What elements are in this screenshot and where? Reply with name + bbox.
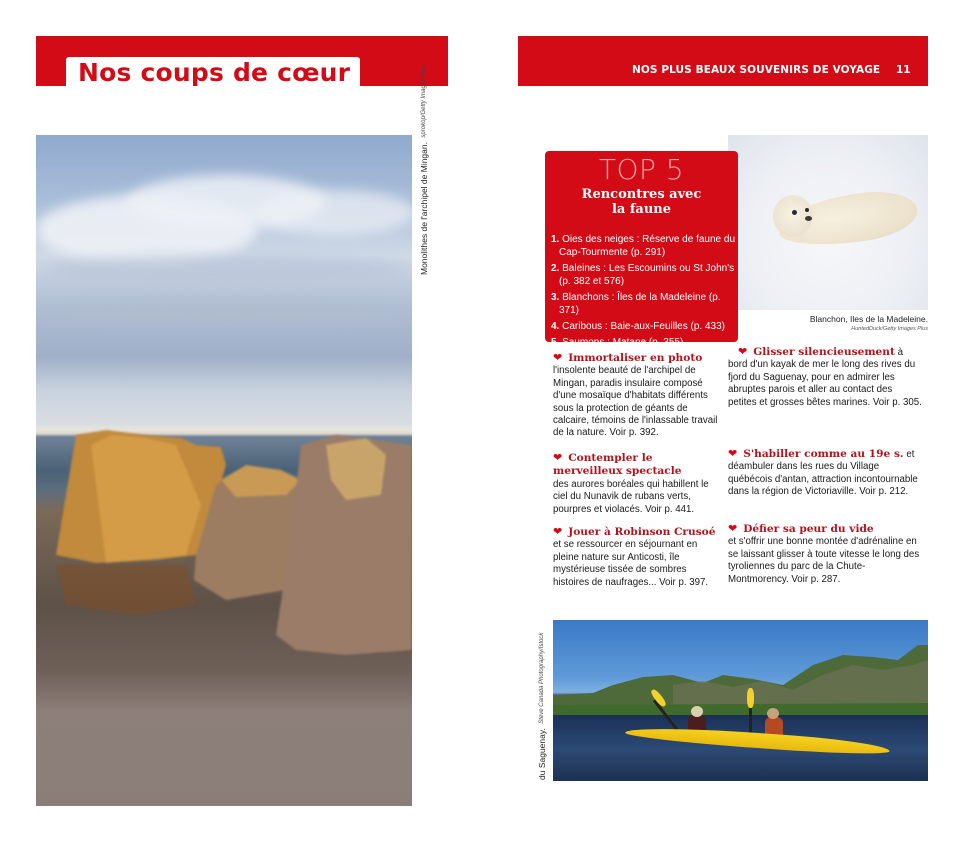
seal-photo-caption-block xyxy=(810,314,928,332)
page-title: Nos coups de cœur xyxy=(78,58,351,87)
mingan-monoliths-photo xyxy=(36,135,412,806)
entry-immortaliser: ❤ Immortaliser en photo l'insolente beauté de l'archipel de Mingan, paradis insulaire composé d'une mosaïque d'habitats différents sous la protection de géants de calcaire, témoins de l'inlassable travail de la nature. Voir p. 392. xyxy=(553,352,718,439)
right-header-band xyxy=(518,36,928,86)
mingan-photo-caption-block xyxy=(415,65,433,275)
entry-shabiller: ❤ S'habiller comme au 19e s. et déambuler dans les rues du Village québécois d'antan, attraction incontournable dans la région de Victoriaville. Voir p. 212. xyxy=(728,448,918,498)
heart-icon: ❤ xyxy=(553,526,563,538)
mingan-photo-credit: sprokop/Getty Images Plus xyxy=(421,65,427,138)
kayak-photo-caption-block xyxy=(533,632,551,780)
top5-title-line1: Rencontres avec xyxy=(581,187,702,202)
top5-item: 2. Baleines : Les Escoumins ou St John's (p. 382 et 576) xyxy=(551,263,735,287)
mingan-photo-caption: Monolithes de l'archipel de Mingan. xyxy=(419,142,429,275)
entry-defier: ❤ Défier sa peur du vide et s'offrir une bonne montée d'adrénaline en se laissant glisser à toute vitesse le long des tyroliennes du parc de la Chute-Montmorency. Voir p. 287. xyxy=(728,523,920,585)
heart-icon: ❤ xyxy=(728,523,738,535)
kayak xyxy=(625,724,890,757)
top5-box xyxy=(545,151,738,348)
seal-pup-photo xyxy=(728,135,928,310)
top5-title xyxy=(545,187,738,217)
section-title: NOS PLUS BEAUX SOUVENIRS DE VOYAGE xyxy=(632,64,881,76)
entry-robinson: ❤ Jouer à Robinson Crusoé et se ressourcer en séjournant en pleine nature sur Anticosti, île mystérieuse tissée de sombres histoires de naufrages... Voir p. 397. xyxy=(553,526,716,588)
heart-icon: ❤ xyxy=(553,352,563,364)
top5-title-line2: la faune xyxy=(611,202,672,217)
seal-photo-credit: HuntedDuck/Getty Images Plus xyxy=(851,326,928,332)
heart-icon: ❤ xyxy=(728,448,738,460)
seal-photo-caption: Blanchon, Iles de la Madeleine. xyxy=(809,314,928,324)
top5-item: 1. Oies des neiges : Réserve de faune du Cap-Tourmente (p. 291) xyxy=(551,234,736,258)
heart-icon: ❤ xyxy=(553,452,563,464)
top5-item: 5. Saumons : Matane (p. 355) xyxy=(551,337,684,348)
top5-item: 3. Blanchons : Îles de la Madeleine (p. 371) xyxy=(551,292,721,316)
kayak-photo-credit: Steve Canada Photography/Istock xyxy=(539,632,545,724)
page-number: 11 xyxy=(896,64,911,76)
top5-label: TOP 5 xyxy=(598,153,685,186)
entry-contempler: ❤ Contempler le merveilleux spectacle des aurores boréales qui habillent le ciel du Nunavik de rubans verts, pourpres et violacés. Voir p. 441. xyxy=(553,452,709,515)
kayak-photo-caption: du Saguenay. xyxy=(537,728,547,780)
entry-glisser: ❤ Glisser silencieusement à bord d'un kayak de mer le long des rives du fjord du Saguenay, pour en admirer les abruptes parois et aller au contact des petites et grosses bêtes marines. Voir p. 305. xyxy=(728,346,922,408)
saguenay-kayak-photo xyxy=(553,620,928,781)
top5-item: 4. Caribous : Baie-aux-Feuilles (p. 433) xyxy=(551,321,725,332)
heart-icon: ❤ xyxy=(738,346,748,358)
top5-list xyxy=(551,233,736,352)
